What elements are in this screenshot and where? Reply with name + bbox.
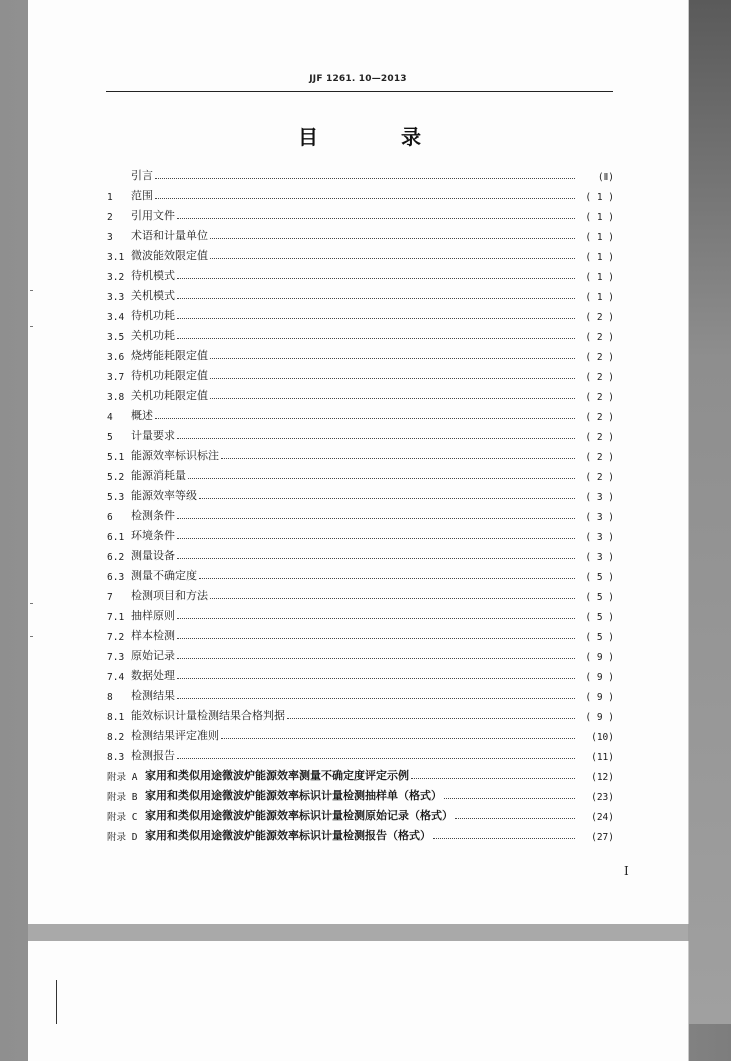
toc-entry[interactable]	[107, 583, 614, 603]
toc-entry-label: 检测报告	[131, 749, 175, 762]
toc-dot-leader	[221, 738, 575, 739]
background-edge	[688, 0, 731, 1024]
toc-entry-label: 关机功耗	[131, 329, 175, 342]
toc-entry-label: 抽样原则	[131, 609, 175, 622]
toc-entry[interactable]	[107, 243, 614, 263]
toc-entry[interactable]	[107, 383, 614, 403]
toc-title: 目 录	[298, 125, 459, 149]
toc-entry[interactable]	[107, 463, 614, 483]
toc-entry[interactable]	[107, 523, 614, 543]
toc-entry-page: ( 2 )	[585, 312, 614, 323]
toc-entry[interactable]	[107, 743, 614, 763]
toc-entry-page: ( 3 )	[585, 552, 614, 563]
toc-dot-leader	[177, 438, 575, 439]
toc-entry[interactable]	[107, 603, 614, 623]
toc-entry-number: 附录 D	[107, 832, 138, 843]
toc-entry-page: ( 2 )	[585, 432, 614, 443]
toc-entry-number: 3.4	[107, 312, 125, 323]
toc-entry-number: 7.3	[107, 652, 125, 663]
toc-entry-number: 5	[107, 432, 113, 443]
toc-dot-leader	[177, 678, 575, 679]
toc-dot-leader	[199, 578, 575, 579]
toc-entry-number: 1	[107, 192, 113, 203]
toc-entry-page: ( 1 )	[585, 192, 614, 203]
toc-dot-leader	[177, 338, 575, 339]
toc-dot-leader	[177, 658, 575, 659]
toc-entry-number: 7.4	[107, 672, 125, 683]
toc-dot-leader	[177, 558, 575, 559]
toc-dot-leader	[177, 638, 575, 639]
toc-entry-number: 8	[107, 692, 113, 703]
toc-dot-leader	[177, 318, 575, 319]
toc-dot-leader	[210, 598, 575, 599]
toc-entry-number: 6	[107, 512, 113, 523]
toc-entry[interactable]	[107, 563, 614, 583]
toc-entry[interactable]	[107, 223, 614, 243]
toc-entry-page: ( 1 )	[585, 272, 614, 283]
toc-entry-label: 家用和类似用途微波炉能源效率标识计量检测报告（格式）	[145, 829, 431, 842]
toc-entry-label: 样本检测	[131, 629, 175, 642]
toc-entry-number: 5.3	[107, 492, 125, 503]
toc-entry-page: (10)	[591, 732, 614, 743]
toc-dot-leader	[444, 798, 575, 799]
toc-dot-leader	[177, 758, 575, 759]
toc-entry-page: ( 3 )	[585, 532, 614, 543]
toc-entry-number: 7	[107, 592, 113, 603]
toc-entry-label: 能效标识计量检测结果合格判据	[131, 709, 285, 722]
toc-entry-page: ( 5 )	[585, 612, 614, 623]
toc-entry-page: ( 2 )	[585, 412, 614, 423]
toc-entry-page: ( 1 )	[585, 212, 614, 223]
header-rule	[106, 91, 613, 92]
toc-dot-leader	[199, 498, 575, 499]
toc-entry-page: (24)	[591, 812, 614, 823]
toc-dot-leader	[155, 178, 575, 179]
toc-entry[interactable]	[107, 543, 614, 563]
toc-entry-number: 2	[107, 212, 113, 223]
toc-entry-page: ( 1 )	[585, 252, 614, 263]
page-number: I	[624, 864, 629, 878]
toc-entry[interactable]	[107, 283, 614, 303]
toc-dot-leader	[177, 538, 575, 539]
toc-entry-label: 检测项目和方法	[131, 589, 208, 602]
toc-dot-leader	[177, 278, 575, 279]
toc-entry[interactable]	[107, 783, 614, 803]
toc-entry[interactable]	[107, 443, 614, 463]
toc-entry[interactable]	[107, 363, 614, 383]
toc-entry-number: 6.1	[107, 532, 125, 543]
toc-dot-leader	[210, 358, 575, 359]
toc-entry[interactable]	[107, 643, 614, 663]
toc-entry-page: ( 9 )	[585, 672, 614, 683]
toc-entry-label: 术语和计量单位	[131, 229, 208, 242]
toc-entry-number: 3.7	[107, 372, 125, 383]
toc-entry-label: 待机模式	[131, 269, 175, 282]
toc-dot-leader	[155, 418, 575, 419]
toc-entry[interactable]	[107, 623, 614, 643]
toc-entry-page: (23)	[591, 792, 614, 803]
toc-entry-number: 7.2	[107, 632, 125, 643]
toc-entry-page: ( 5 )	[585, 572, 614, 583]
next-page	[28, 941, 688, 1061]
toc-entry[interactable]	[107, 203, 614, 223]
toc-entry-number: 8.2	[107, 732, 125, 743]
toc-entry-number: 3.1	[107, 252, 125, 263]
toc-dot-leader	[455, 818, 575, 819]
toc-dot-leader	[177, 518, 575, 519]
toc-entry-label: 环境条件	[131, 529, 175, 542]
document-page	[28, 0, 688, 924]
toc-entry-label: 测量不确定度	[131, 569, 197, 582]
toc-entry-label: 待机功耗	[131, 309, 175, 322]
toc-entry[interactable]	[107, 403, 614, 423]
toc-entry-number: 6.2	[107, 552, 125, 563]
toc-entry-label: 数据处理	[131, 669, 175, 682]
toc-entry-label: 检测结果评定准则	[131, 729, 219, 742]
toc-dot-leader	[433, 838, 575, 839]
toc-entry[interactable]	[107, 263, 614, 283]
toc-entry-label: 待机功耗限定值	[131, 369, 208, 382]
toc-dot-leader	[210, 378, 575, 379]
toc-entry[interactable]	[107, 763, 614, 783]
toc-entry-number: 6.3	[107, 572, 125, 583]
toc-entry-label: 测量设备	[131, 549, 175, 562]
toc-entry-label: 关机模式	[131, 289, 175, 302]
next-page-margin-line	[56, 980, 57, 1024]
toc-entry[interactable]	[107, 323, 614, 343]
toc-entry-label: 家用和类似用途微波炉能源效率测量不确定度评定示例	[145, 769, 409, 782]
toc-entry-number: 3	[107, 232, 113, 243]
toc-list	[107, 163, 614, 843]
toc-entry-page: ( 3 )	[585, 492, 614, 503]
toc-dot-leader	[177, 698, 575, 699]
toc-entry[interactable]	[107, 423, 614, 443]
toc-entry-page: ( 9 )	[585, 652, 614, 663]
toc-dot-leader	[221, 458, 575, 459]
toc-dot-leader	[287, 718, 575, 719]
toc-dot-leader	[210, 238, 575, 239]
toc-dot-leader	[210, 398, 575, 399]
toc-entry[interactable]	[107, 183, 614, 203]
toc-entry-page: ( 1 )	[585, 232, 614, 243]
toc-entry[interactable]	[107, 803, 614, 823]
toc-entry-page: (11)	[591, 752, 614, 763]
toc-dot-leader	[177, 218, 575, 219]
toc-entry-number: 附录 C	[107, 812, 138, 823]
toc-entry-number: 4	[107, 412, 113, 423]
toc-entry-page: (Ⅱ)	[597, 172, 614, 183]
toc-dot-leader	[177, 298, 575, 299]
toc-entry-page: (12)	[591, 772, 614, 783]
toc-entry-number: 7.1	[107, 612, 125, 623]
toc-entry[interactable]	[107, 303, 614, 323]
toc-entry-label: 能源效率等级	[131, 489, 197, 502]
toc-entry-label: 引用文件	[131, 209, 175, 222]
toc-entry[interactable]	[107, 683, 614, 703]
toc-entry-number: 8.1	[107, 712, 125, 723]
toc-entry-page: ( 3 )	[585, 512, 614, 523]
toc-entry-number: 5.1	[107, 452, 125, 463]
toc-entry[interactable]	[107, 823, 614, 843]
toc-entry-label: 能源消耗量	[131, 469, 186, 482]
toc-entry[interactable]	[107, 483, 614, 503]
toc-entry-page: ( 2 )	[585, 472, 614, 483]
toc-dot-leader	[188, 478, 575, 479]
toc-entry[interactable]	[107, 163, 614, 183]
toc-entry-number: 3.2	[107, 272, 125, 283]
toc-entry-number: 3.8	[107, 392, 125, 403]
toc-entry-number: 8.3	[107, 752, 125, 763]
toc-dot-leader	[155, 198, 575, 199]
toc-entry-number: 5.2	[107, 472, 125, 483]
toc-entry-page: ( 5 )	[585, 632, 614, 643]
toc-entry-label: 检测结果	[131, 689, 175, 702]
toc-dot-leader	[177, 618, 575, 619]
toc-entry-number: 附录 B	[107, 792, 138, 803]
toc-entry-label: 家用和类似用途微波炉能源效率标识计量检测抽样单（格式）	[145, 789, 442, 802]
toc-entry[interactable]	[107, 663, 614, 683]
toc-entry-page: ( 5 )	[585, 592, 614, 603]
toc-entry-page: ( 2 )	[585, 372, 614, 383]
toc-entry[interactable]	[107, 503, 614, 523]
toc-entry-page: ( 2 )	[585, 352, 614, 363]
toc-dot-leader	[210, 258, 575, 259]
toc-entry-number: 3.5	[107, 332, 125, 343]
toc-entry-page: ( 9 )	[585, 712, 614, 723]
toc-entry-label: 能源效率标识标注	[131, 449, 219, 462]
toc-entry-label: 概述	[131, 409, 153, 422]
page-gap	[28, 924, 688, 941]
toc-entry-page: ( 2 )	[585, 452, 614, 463]
toc-entry-label: 计量要求	[131, 429, 175, 442]
toc-entry[interactable]	[107, 343, 614, 363]
toc-entry-label: 原始记录	[131, 649, 175, 662]
toc-entry-page: ( 2 )	[585, 332, 614, 343]
toc-entry[interactable]	[107, 703, 614, 723]
toc-entry-page: ( 9 )	[585, 692, 614, 703]
toc-entry-label: 烧烤能耗限定值	[131, 349, 208, 362]
toc-entry-label: 引言	[131, 169, 153, 182]
toc-entry-label: 范围	[131, 189, 153, 202]
toc-entry-number: 3.6	[107, 352, 125, 363]
standard-code-header: JJF 1261. 10—2013	[309, 74, 407, 84]
toc-entry-label: 微波能效限定值	[131, 249, 208, 262]
toc-entry-label: 关机功耗限定值	[131, 389, 208, 402]
toc-entry-page: (27)	[591, 832, 614, 843]
toc-entry-number: 附录 A	[107, 772, 138, 783]
toc-entry[interactable]	[107, 723, 614, 743]
toc-entry-page: ( 1 )	[585, 292, 614, 303]
toc-entry-number: 3.3	[107, 292, 125, 303]
toc-dot-leader	[411, 778, 575, 779]
toc-entry-label: 检测条件	[131, 509, 175, 522]
toc-entry-page: ( 2 )	[585, 392, 614, 403]
toc-entry-label: 家用和类似用途微波炉能源效率标识计量检测原始记录（格式）	[145, 809, 453, 822]
